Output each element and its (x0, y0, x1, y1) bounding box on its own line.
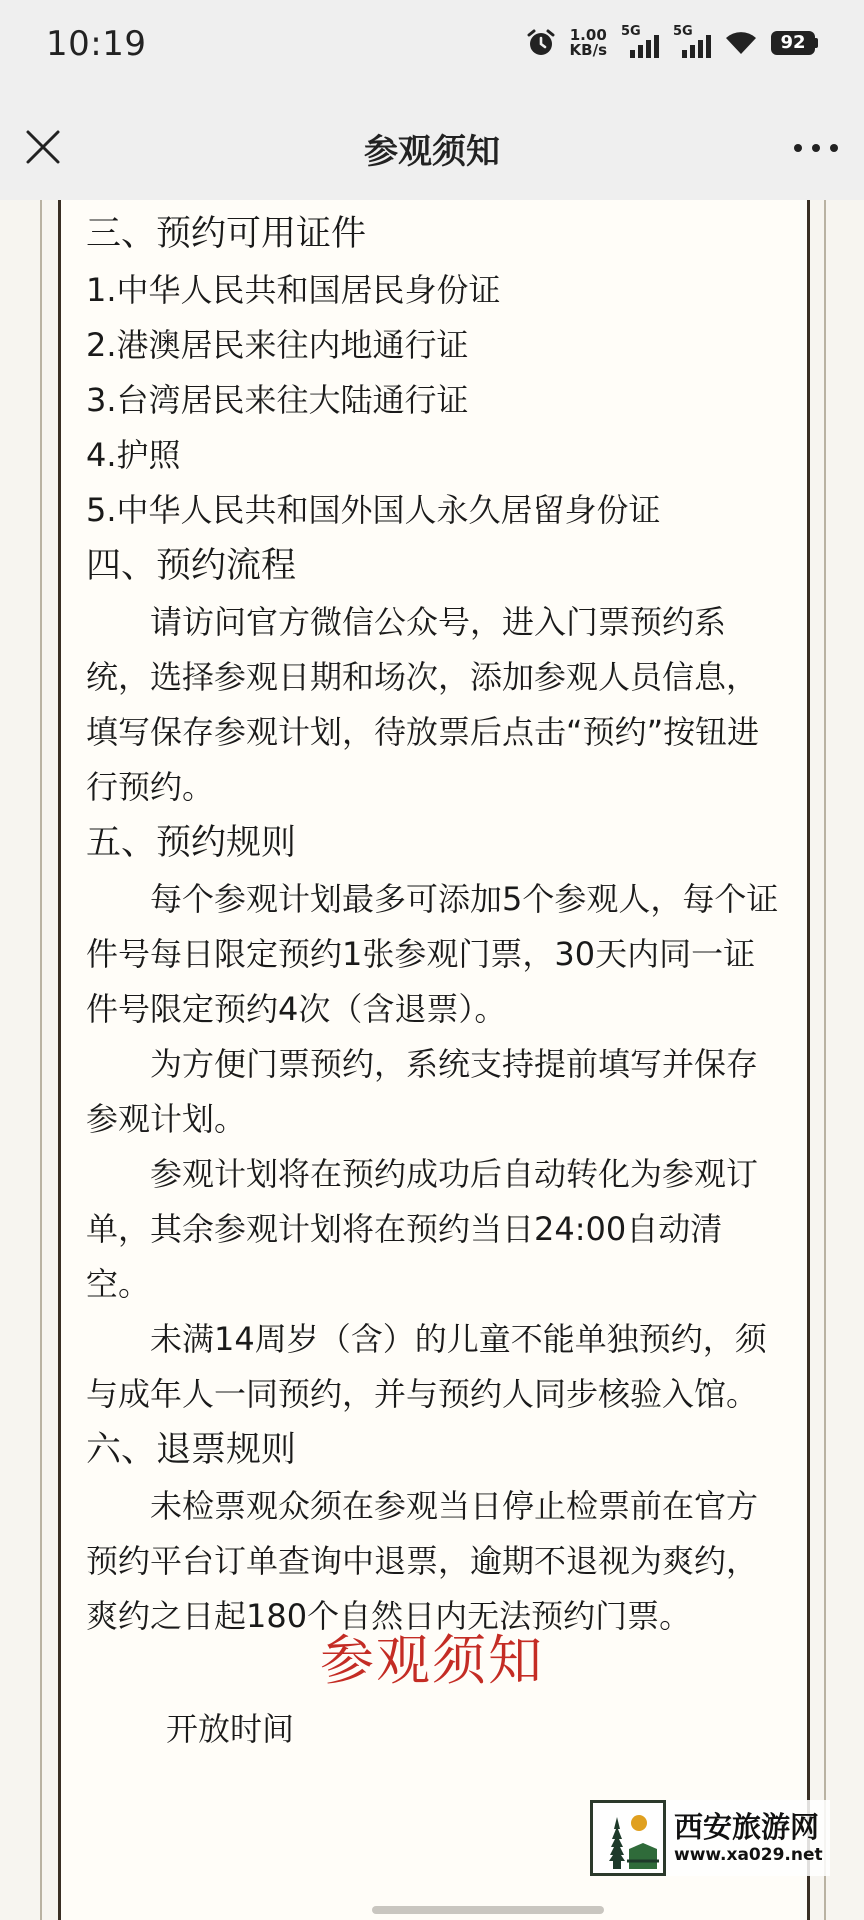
status-bar (0, 0, 864, 96)
wifi-icon (725, 30, 757, 56)
battery-level: 92 (771, 31, 815, 55)
signal-icon (673, 24, 711, 58)
more-dot-icon (812, 144, 820, 152)
paragraph: 为方便门票预约，系统支持提前填写并保存参观计划。 (86, 1045, 759, 1138)
section-heading: 五、预约规则 (86, 823, 297, 863)
more-dot-icon (830, 144, 838, 152)
list-item: 5.中华人民共和国外国人永久居留身份证 (86, 491, 661, 529)
nav-bar (0, 96, 864, 200)
network-speed (570, 28, 607, 58)
site-watermark (590, 1800, 830, 1876)
battery-icon (771, 31, 818, 55)
status-icons (526, 24, 818, 59)
paragraph: 参观计划将在预约成功后自动转化为参观订单，其余参观计划将在预约当日24:00自动清空。 (86, 1155, 759, 1303)
signal-icon (621, 24, 659, 58)
list-item: 3.台湾居民来往大陆通行证 (86, 381, 469, 419)
paragraph: 未满14周岁（含）的儿童不能单独预约，须与成年人一同预约，并与预约人同步核验入馆。 (86, 1320, 767, 1413)
watermark-url: www.xa029.net (674, 1845, 823, 1865)
pagoda-logo-icon (590, 1800, 666, 1876)
more-options-button[interactable] (794, 130, 838, 166)
network-speed-value: 1.00 (569, 26, 607, 44)
more-dot-icon (794, 144, 802, 152)
signal-label: 5G (673, 24, 693, 39)
partial-heading: 开放时间 (166, 1710, 295, 1748)
paragraph: 请访问官方微信公众号，进入门票预约系统，选择参观日期和场次，添加参观人员信息，填写保存参观计划，待放票后点击“预约”按钮进行预约。 (86, 603, 760, 806)
paragraph: 未检票观众须在参观当日停止检票前在官方预约平台订单查询中退票，逾期不退视为爽约，爽约之日起180个自然日内无法预约门票。 (86, 1487, 759, 1635)
list-item: 4.护照 (86, 436, 181, 474)
status-time: 10:19 (46, 24, 147, 64)
paragraph: 每个参观计划最多可添加5个参观人，每个证件号每日限定预约1张参观门票，30天内同一证件号限定预约4次（含退票）。 (86, 880, 779, 1028)
page-title: 参观须知 (364, 132, 500, 172)
section-heading: 四、预约流程 (86, 546, 297, 586)
section-heading: 六、退票规则 (86, 1430, 297, 1470)
alarm-icon (526, 28, 556, 58)
home-indicator[interactable] (372, 1906, 604, 1914)
section-heading: 三、预约可用证件 (86, 214, 367, 254)
signal-label: 5G (621, 24, 641, 39)
list-item: 2.港澳居民来往内地通行证 (86, 326, 469, 364)
article-body (86, 206, 781, 1644)
network-speed-unit: KB/s (569, 41, 607, 59)
watermark-site-name: 西安旅游网 (674, 1810, 820, 1844)
list-item: 1.中华人民共和国居民身份证 (86, 271, 501, 309)
red-section-title: 参观须知 (320, 1629, 544, 1692)
